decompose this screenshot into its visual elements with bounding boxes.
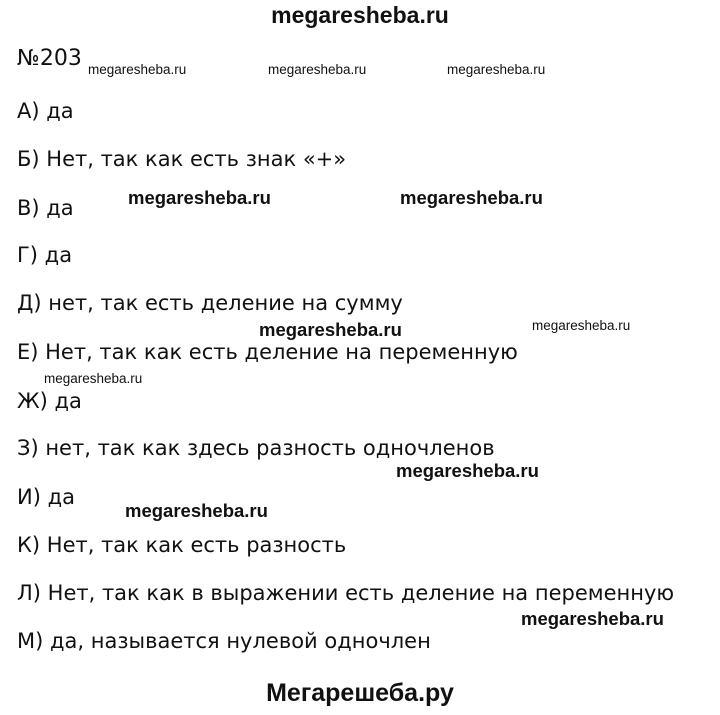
answer-g: Г) да <box>17 243 73 267</box>
answer-zh: Ж) да <box>17 389 82 413</box>
watermark-big: megaresheba.ru <box>400 187 543 208</box>
site-footer: Мегарешеба.ру <box>266 679 454 707</box>
watermark-big: megaresheba.ru <box>125 500 268 521</box>
watermark-big: megaresheba.ru <box>521 608 664 629</box>
watermark-big: megaresheba.ru <box>128 187 271 208</box>
answer-d: Д) нет, так есть деление на сумму <box>17 291 403 315</box>
watermark-small: megaresheba.ru <box>532 318 631 333</box>
watermark-big: megaresheba.ru <box>396 460 539 481</box>
problem-number: №203 <box>17 46 82 71</box>
watermark-small: megaresheba.ru <box>88 62 187 77</box>
answer-b: Б) Нет, так как есть знак «+» <box>17 147 347 171</box>
site-header: megaresheba.ru <box>271 2 449 28</box>
answer-i: И) да <box>17 485 75 509</box>
watermark-small: megaresheba.ru <box>268 62 367 77</box>
answer-v: В) да <box>17 196 74 220</box>
answer-l: Л) Нет, так как в выражении есть деление на переменную <box>17 581 675 605</box>
watermark-small: megaresheba.ru <box>447 62 546 77</box>
answer-a: А) да <box>17 99 74 123</box>
watermark-small: megaresheba.ru <box>44 371 143 386</box>
watermark-big: megaresheba.ru <box>259 319 402 340</box>
answer-m: М) да, называется нулевой одночлен <box>17 629 431 653</box>
answer-z: З) нет, так как здесь разность одночленов <box>17 436 495 460</box>
answer-k: К) Нет, так как есть разность <box>17 533 347 557</box>
answer-e: Е) Нет, так как есть деление на переменную <box>17 340 518 364</box>
